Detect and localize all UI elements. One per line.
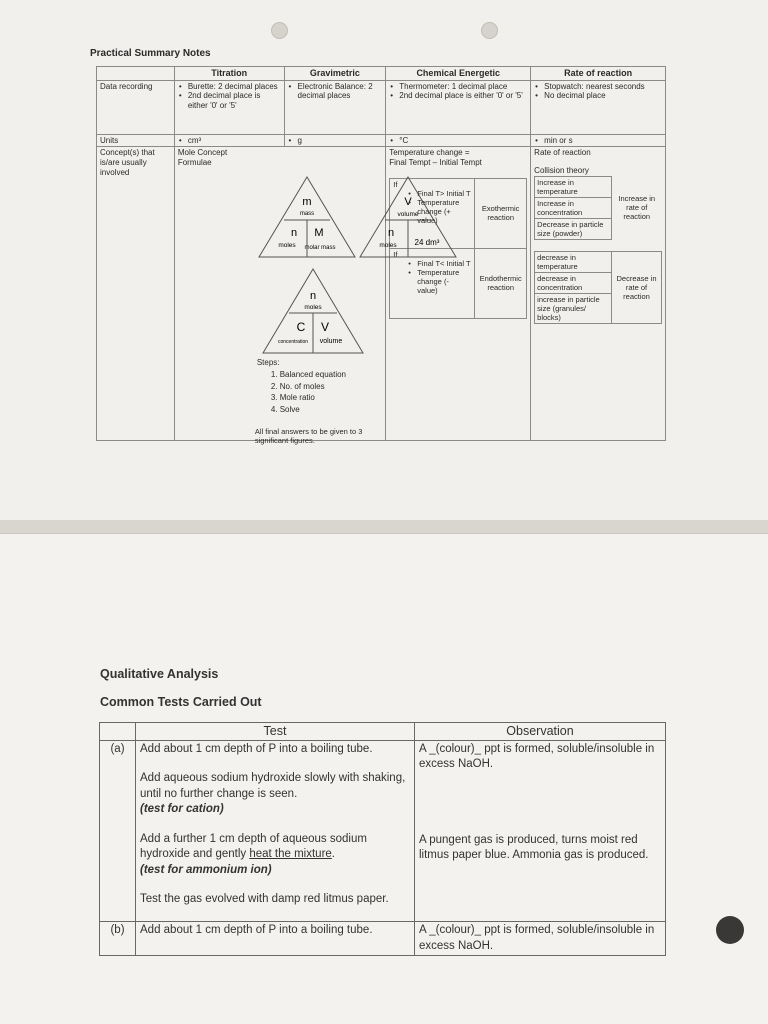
punch-hole [271,22,288,39]
header-energetic: Chemical Energetic [386,67,531,81]
energetic-subtable: If • Final T> Initial T • Temperature change (+ value) Exothermic reaction If • Final T< Initial T • Temperature change (- value) Endothermic reaction [389,178,527,319]
svg-text:V: V [320,320,329,335]
svg-text:C: C [296,320,306,335]
header-rate: Rate of reaction [531,67,666,81]
row-label-units: Units [97,134,175,147]
svg-text:mass: mass [299,211,314,218]
header-gravimetric: Gravimetric [284,67,386,81]
table-row: (b) Add about 1 cm depth of P into a boiling tube. A _(colour)_ ppt is formed, soluble/insoluble in excess NaOH. [100,922,666,956]
concept-titration-cell: Mole Concept Formulae m mass n moles M molar mass V volume n moles 24 dm³ n moles C concentration V volume Steps: 1. Balanced equation 2. No. of moles 3. Mole ratio 4. Solve All final answers to be given to 3 significant figures. [174,147,385,441]
row-label-concept: Concept(s) that is/are usually involved [97,147,175,441]
svg-text:concentration: concentration [277,339,308,346]
svg-text:24 dm³: 24 dm³ [414,238,440,248]
punch-hole [481,22,498,39]
tests-table [99,722,666,956]
svg-text:V: V [404,196,412,209]
summary-table: Titration Gravimetric Chemical Energetic Rate of reaction Data recording • Burette: 2 decimal places • 2nd decimal place is either '0' or '5' • Electronic Balance: 2 decimal places • Thermometer: 1 decimal place • 2nd decimal place is either '0' or '5' • Stopwatch: nearest seconds • No decimal place Units • cm³ • g • °C • min or s Concept(s) that is/are usually involved Mole Concept Formulae m mass n moles M molar mass V volume n moles 24 dm³ n moles C concentration V volume Steps: 1. Balanced equation 2. No. of moles 3. Mole ratio 4. Solve All final answers to be given to 3 significant figures. Temperature change = Final Tempt – Initial Tempt If • Final T> Initial T • Temperature change (+ value) Exothermic reaction If • Final T< Initial T • Temperature change (- value) Endothermic reaction Rate of reaction Collision theory Increase in temperature Increase in concentration Decrease in particle size (powder) Increase in rate of reaction decrease in temperature decrease in concentration increase in particle size (granules/ blocks) Decrease in rate of reaction [96,66,666,441]
section-heading: Qualitative Analysis [100,667,219,681]
svg-text:n: n [387,227,394,240]
svg-text:volume: volume [397,211,419,219]
table-row: (a) Add about 1 cm depth of P into a boiling tube. Add aqueous sodium hydroxide slowly with shaking, until no further change is seen. (test for cation) Add a further 1 cm depth of aqueous sodium hydroxide and gently heat the mixture. (test for ammonium ion) Test the gas evolved with damp red litmus paper. A _(colour)_ ppt is formed, soluble/insoluble in excess NaOH. A pungent gas is produced, turns moist red litmus paper blue. Ammonia gas is produced. [100,740,666,921]
svg-text:molar mass: molar mass [304,245,336,252]
svg-text:n: n [290,227,297,240]
steps-list: Steps: 1. Balanced equation 2. No. of moles 3. Mole ratio 4. Solve [256,358,346,414]
section-subheading: Common Tests Carried Out [100,695,262,709]
page-title: Practical Summary Notes [90,48,211,59]
svg-text:moles: moles [379,242,397,250]
svg-text:m: m [302,196,312,209]
row-label-data-recording: Data recording [97,80,175,134]
binder-hole [716,916,744,944]
final-note: All final answers to be given to 3 significant figures. [254,427,363,446]
header-titration: Titration [174,67,284,81]
svg-text:n: n [309,290,316,303]
concentration-triangle [261,267,365,357]
svg-text:moles: moles [278,242,296,250]
mass-triangle [257,175,357,261]
col-test-header: Test [136,723,415,741]
svg-text:volume: volume [319,338,343,346]
concept-rate-cell: Rate of reaction Collision theory Increase in temperature Increase in concentration Decrease in particle size (powder) Increase in rate of reaction decrease in temperature decrease in concentration increase in particle size (granules/ blocks) Decrease in rate of reaction [531,147,666,441]
svg-text:M: M [314,227,324,240]
col-observation-header: Observation [415,723,666,741]
concept-energetic-cell: Temperature change = Final Tempt – Initial Tempt If • Final T> Initial T • Temperature change (+ value) Exothermic reaction If • Final T< Initial T • Temperature change (- value) Endothermic reaction [386,147,531,441]
rate-subtable: Increase in temperature Increase in concentration Decrease in particle size (powder) Increase in rate of reaction decrease in temperature decrease in concentration increase in particle size (granules/ blocks) Decrease in rate of reaction [534,176,662,324]
svg-text:moles: moles [304,304,322,312]
